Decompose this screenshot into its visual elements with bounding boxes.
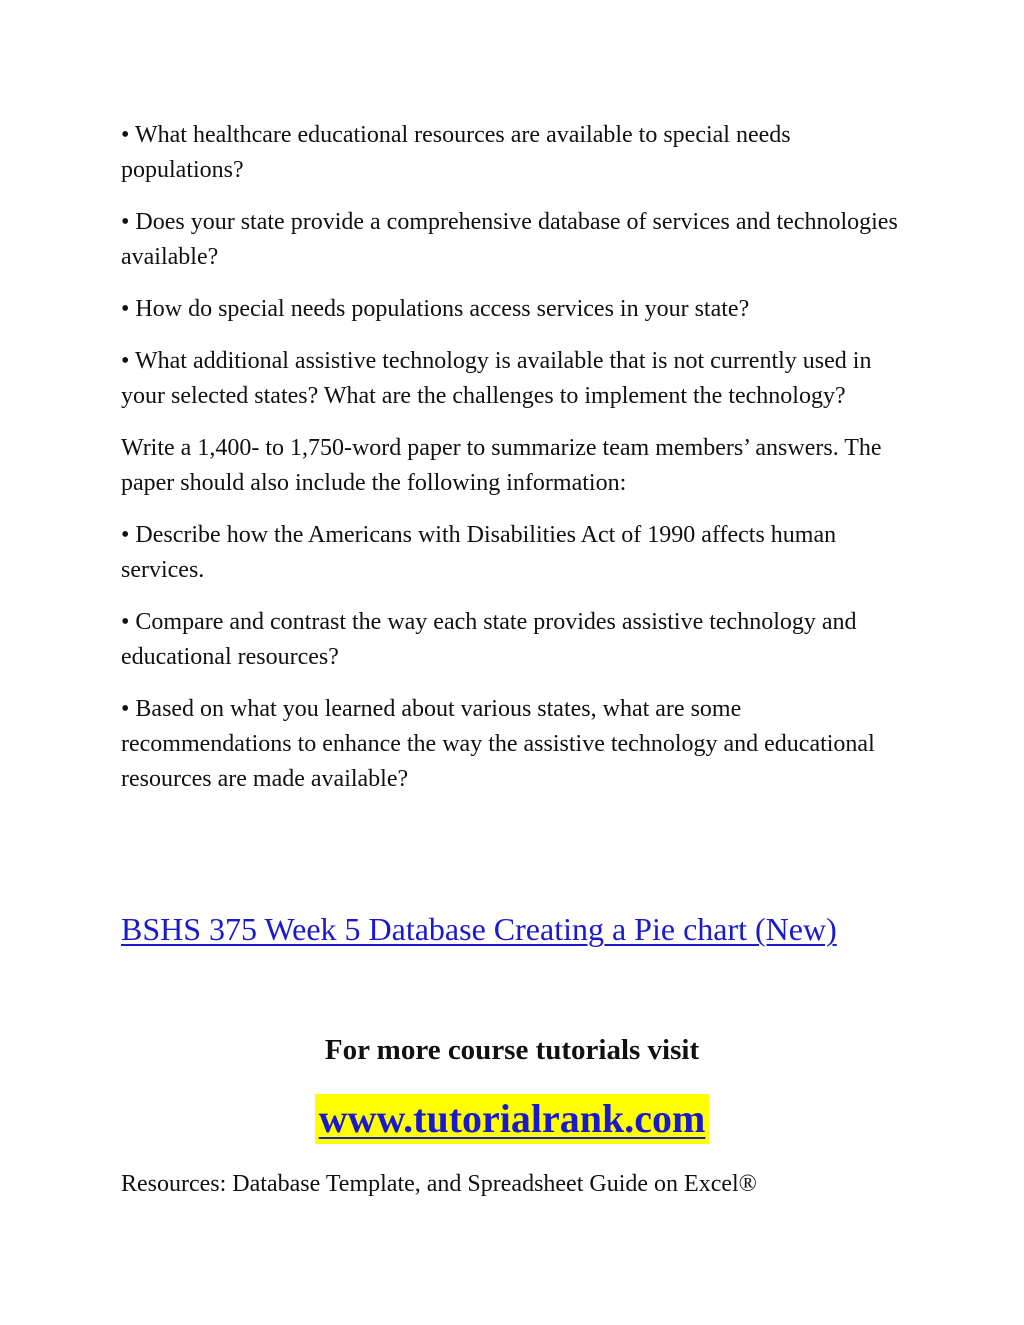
course-link-heading[interactable]: BSHS 375 Week 5 Database Creating a Pie chart (New) [121,911,837,947]
question-state-database: • Does your state provide a comprehensive database of services and technologies available? [121,209,898,270]
resources-line: Resources: Database Template, and Spreadsheet Guide on Excel® [121,1171,757,1197]
question-access-services: • How do special needs populations access services in your state? [121,296,750,322]
question-additional-technology: • What additional assistive technology is available that is not currently used in your selected states? What are the challenges to implement the technology? [121,348,872,409]
item-ada-impact: • Describe how the Americans with Disabilities Act of 1990 affects human services. [121,522,837,583]
promo-url-container [0,1094,1024,1144]
item-compare-states: • Compare and contrast the way each state provides assistive technology and educational resources? [121,609,857,670]
item-recommendations: • Based on what you learned about various states, what are some recommendations to enhance the way the assistive technology and educational resources are made available? [121,696,875,792]
question-healthcare-resources: • What healthcare educational resources are available to special needs populations? [121,122,791,183]
body-text [121,118,911,814]
promo-url-link[interactable]: www.tutorialrank.com [315,1094,710,1144]
promo-text: For more course tutorials visit [324,1034,700,1066]
assignment-instructions: Write a 1,400- to 1,750-word paper to summarize team members’ answers. The paper should also include the following information: [121,435,882,496]
